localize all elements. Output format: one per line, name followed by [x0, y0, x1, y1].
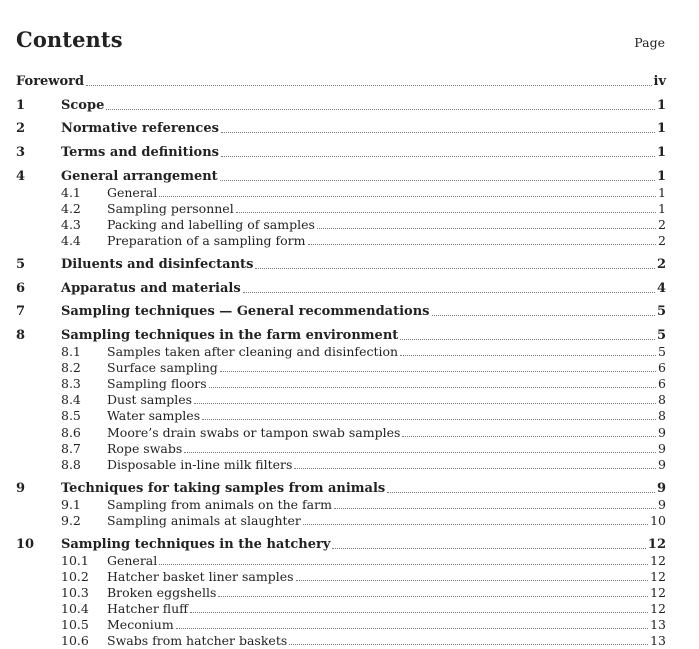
toc-entry-title: General — [107, 185, 158, 200]
toc-entry-page: 2 — [658, 233, 666, 248]
toc-entry-title: Rope swabs — [107, 441, 183, 456]
toc-entry[interactable] — [16, 98, 666, 114]
dot-leader — [218, 596, 648, 597]
toc-entry-page: 12 — [647, 537, 666, 552]
toc-entry-number: 4 — [16, 169, 26, 184]
toc-entry-number: 9.1 — [61, 497, 81, 512]
toc-entry-title: Packing and labelling of samples — [107, 217, 315, 232]
toc-entry-number: 8.5 — [61, 408, 81, 423]
toc-entry[interactable] — [16, 441, 666, 457]
toc-entry-page: 5 — [656, 304, 666, 319]
toc-entry[interactable] — [16, 344, 666, 360]
toc-entry[interactable] — [16, 201, 666, 217]
toc-entry-page: 4 — [656, 281, 666, 296]
dot-leader — [159, 564, 648, 565]
toc-entry-page: 6 — [658, 360, 666, 375]
toc-entry-title: Sampling techniques — General recommendations — [61, 304, 430, 319]
toc-entry-title: Sampling techniques in the farm environment — [61, 328, 399, 343]
toc-entry[interactable] — [16, 408, 666, 424]
toc-entry-page: 9 — [656, 481, 666, 496]
toc-entry[interactable] — [16, 185, 666, 201]
toc-entry[interactable] — [16, 569, 666, 585]
toc-entry-number: 10.2 — [61, 569, 89, 584]
toc-entry[interactable] — [16, 513, 666, 529]
toc-entry[interactable] — [16, 304, 666, 320]
dot-leader — [308, 244, 657, 245]
toc-entry-page: 9 — [658, 425, 666, 440]
toc-entry-page: 1 — [656, 145, 666, 160]
toc-entry-page: 2 — [656, 257, 666, 272]
dot-leader — [86, 85, 651, 86]
toc-entry-number: 9 — [16, 481, 26, 496]
toc-entry[interactable] — [16, 169, 666, 185]
toc-entry-title: Disposable in-line milk filters — [107, 457, 293, 472]
toc-entry-number: 8.1 — [61, 344, 81, 359]
dot-leader — [303, 524, 648, 525]
dot-leader — [236, 212, 656, 213]
toc-entry-title: Techniques for taking samples from animals — [61, 481, 386, 496]
toc-entry-page: 1 — [658, 201, 666, 216]
toc-entry[interactable] — [16, 585, 666, 601]
toc-entry-page: 12 — [650, 601, 666, 616]
toc-entry-page: 9 — [658, 497, 666, 512]
toc-entry-title: Sampling animals at slaughter — [107, 513, 301, 528]
dot-leader — [220, 371, 656, 372]
toc-entry-title: Scope — [61, 98, 105, 113]
toc-entry-number: 4.2 — [61, 201, 81, 216]
toc-entry-title: Sampling personnel — [107, 201, 234, 216]
toc-entry-number: 8.4 — [61, 392, 81, 407]
toc-entry[interactable] — [16, 481, 666, 497]
toc-entry-title: Foreword — [16, 74, 85, 89]
toc-entry-number: 10.3 — [61, 585, 89, 600]
toc-entry-number: 8.8 — [61, 457, 81, 472]
toc-entry[interactable] — [16, 497, 666, 513]
toc-entry-page: 13 — [650, 617, 666, 632]
dot-leader — [243, 292, 655, 293]
toc-entry[interactable] — [16, 217, 666, 233]
toc-entry-number: 10 — [16, 537, 35, 552]
toc-entry-number: 8 — [16, 328, 26, 343]
toc-entry-number: 8.6 — [61, 425, 81, 440]
toc-entry-title: Broken eggshells — [107, 585, 217, 600]
toc-entry-page: 2 — [658, 217, 666, 232]
toc-entry-title: Diluents and disinfectants — [61, 257, 254, 272]
toc-entry[interactable] — [16, 281, 666, 297]
toc-entry[interactable] — [16, 74, 666, 90]
toc-entry[interactable] — [16, 121, 666, 137]
toc-entry-title: Sampling from animals on the farm — [107, 497, 332, 512]
dot-leader — [220, 180, 655, 181]
toc-entry[interactable] — [16, 376, 666, 392]
toc-entry-number: 4.4 — [61, 233, 81, 248]
dot-leader — [432, 315, 655, 316]
toc-entry-title: Swabs from hatcher baskets — [107, 633, 288, 648]
toc-entry-page: 10 — [650, 513, 666, 528]
toc-entry-number: 10.4 — [61, 601, 89, 616]
dot-leader — [176, 628, 648, 629]
toc-entry-page: 12 — [650, 569, 666, 584]
toc-entry[interactable] — [16, 457, 666, 473]
toc-entry-page: 12 — [650, 553, 666, 568]
toc-entry-number: 8.3 — [61, 376, 81, 391]
toc-entry-title: General — [107, 553, 158, 568]
toc-entry[interactable] — [16, 328, 666, 344]
toc-entry-title: Samples taken after cleaning and disinfection — [107, 344, 399, 359]
toc-entry-title: Meconium — [107, 617, 174, 632]
toc-entry[interactable] — [16, 553, 666, 569]
dot-leader — [289, 644, 648, 645]
toc-entry-number: 7 — [16, 304, 26, 319]
toc-entry-page: 9 — [658, 457, 666, 472]
toc-entry-title: Normative references — [61, 121, 219, 136]
toc-entry-number: 10.6 — [61, 633, 89, 648]
toc-entry-number: 10.5 — [61, 617, 89, 632]
dot-leader — [296, 580, 649, 581]
toc-entry-page: 5 — [656, 328, 666, 343]
dot-leader — [106, 109, 655, 110]
toc-entry-page: 1 — [656, 98, 666, 113]
toc-entry-title: Hatcher fluff — [107, 601, 189, 616]
dot-leader — [400, 355, 656, 356]
toc-entry-title: Hatcher basket liner samples — [107, 569, 294, 584]
dot-leader — [194, 403, 656, 404]
toc-entry[interactable] — [16, 601, 666, 617]
toc-entry-number: 5 — [16, 257, 26, 272]
dot-leader — [400, 339, 655, 340]
toc-entry[interactable] — [16, 537, 666, 553]
dot-leader — [294, 468, 656, 469]
toc-entry[interactable] — [16, 392, 666, 408]
toc-entry-page: 5 — [658, 344, 666, 359]
toc-entry-title: Surface sampling — [107, 360, 218, 375]
toc-entry-page: 12 — [650, 585, 666, 600]
toc-entry-title: Dust samples — [107, 392, 193, 407]
toc-entry-title: Apparatus and materials — [61, 281, 241, 296]
toc-entry[interactable] — [16, 633, 666, 649]
toc-entry-number: 1 — [16, 98, 26, 113]
toc-entry-title: Sampling floors — [107, 376, 207, 391]
toc-entry-page: 8 — [658, 392, 666, 407]
toc-entry-number: 10.1 — [61, 553, 89, 568]
toc-entry[interactable] — [16, 617, 666, 633]
dot-leader — [190, 612, 648, 613]
toc-entry[interactable] — [16, 257, 666, 273]
toc-entry[interactable] — [16, 145, 666, 161]
dot-leader — [221, 132, 655, 133]
toc-entry-number: 4.1 — [61, 185, 81, 200]
toc-entry-page: 1 — [656, 169, 666, 184]
toc-entry-page: 1 — [658, 185, 666, 200]
dot-leader — [209, 387, 656, 388]
dot-leader — [255, 268, 655, 269]
dot-leader — [317, 228, 656, 229]
toc-entry-title: General arrangement — [61, 169, 218, 184]
toc-entry-number: 2 — [16, 121, 26, 136]
page-title: Contents — [16, 27, 123, 52]
toc-entry-title: Water samples — [107, 408, 201, 423]
toc-entry-title: Moore’s drain swabs or tampon swab samples — [107, 425, 401, 440]
dot-leader — [202, 419, 656, 420]
dot-leader — [387, 492, 655, 493]
toc-entry-number: 6 — [16, 281, 26, 296]
toc-entry-page: 9 — [658, 441, 666, 456]
toc-entry-number: 8.7 — [61, 441, 81, 456]
dot-leader — [332, 548, 646, 549]
toc-entry-page: 8 — [658, 408, 666, 423]
page-column-label: Page — [634, 35, 665, 50]
dot-leader — [334, 508, 656, 509]
dot-leader — [184, 452, 656, 453]
toc-entry-title: Terms and definitions — [61, 145, 219, 160]
dot-leader — [221, 156, 655, 157]
toc-entry-title: Preparation of a sampling form — [107, 233, 306, 248]
toc-entry-number: 8.2 — [61, 360, 81, 375]
toc-entry[interactable] — [16, 360, 666, 376]
toc-entry-page: 13 — [650, 633, 666, 648]
toc-entry-number: 9.2 — [61, 513, 81, 528]
toc-entry[interactable] — [16, 425, 666, 441]
toc-entry-number: 3 — [16, 145, 26, 160]
toc-entry-number: 4.3 — [61, 217, 81, 232]
toc-entry-page: 1 — [656, 121, 666, 136]
toc-entry-page: iv — [653, 74, 666, 89]
toc-entry-title: Sampling techniques in the hatchery — [61, 537, 331, 552]
toc-entry-page: 6 — [658, 376, 666, 391]
toc-entry[interactable] — [16, 233, 666, 249]
dot-leader — [402, 436, 656, 437]
dot-leader — [159, 196, 656, 197]
